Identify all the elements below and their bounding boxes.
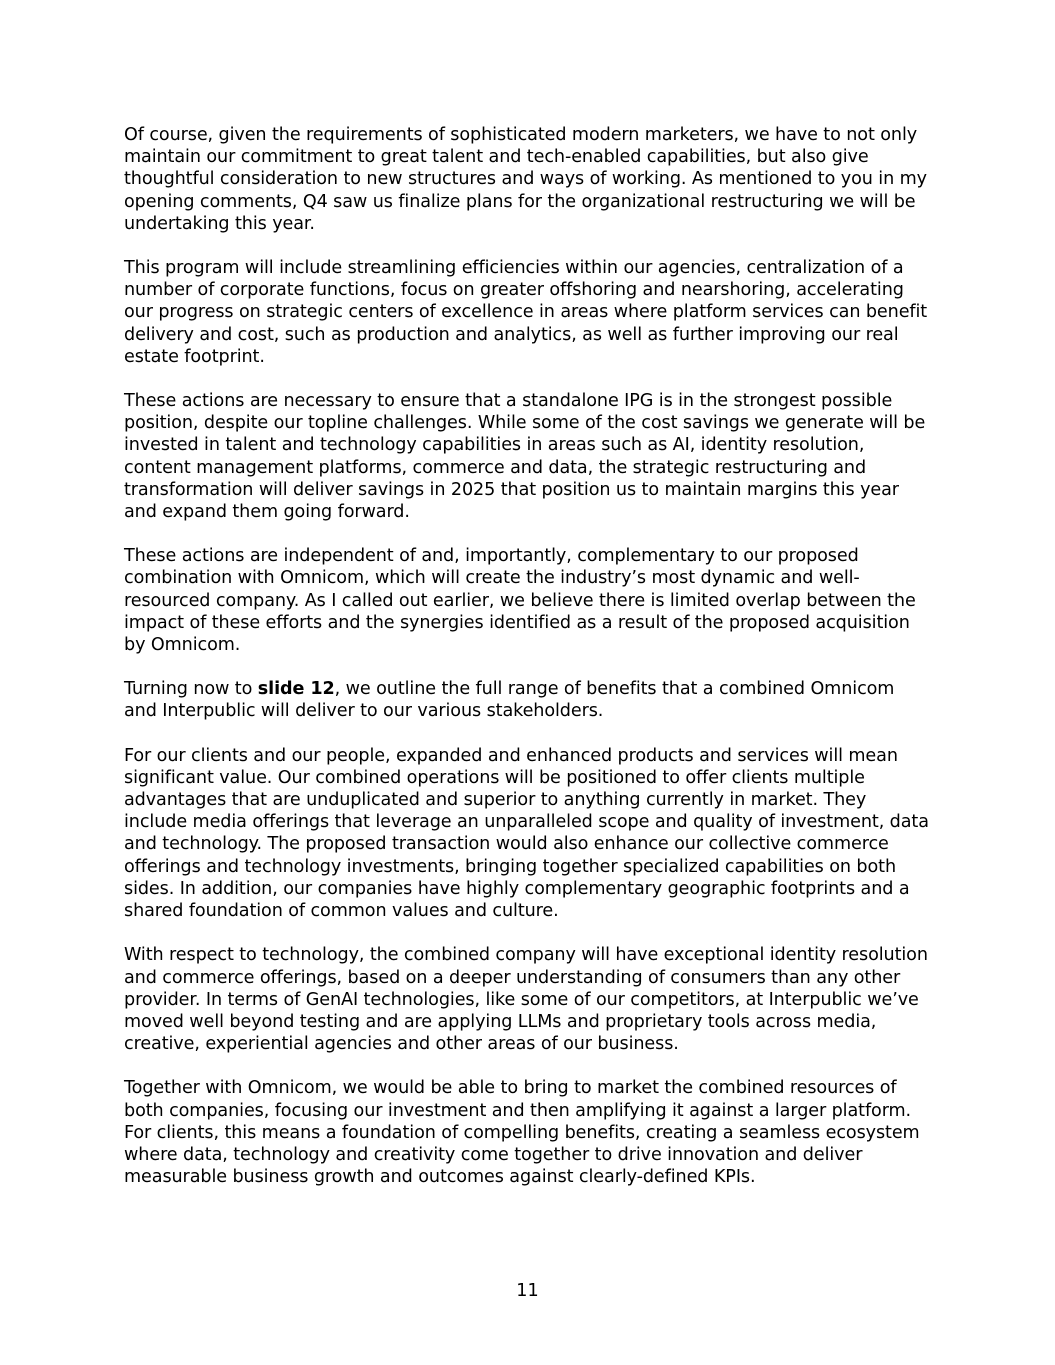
paragraph-slide-12 xyxy=(124,678,930,722)
page-number: 11 xyxy=(516,1281,539,1301)
slide-paragraph-rest: , we outline the full range of benefits that a combined Omnicom and Interpublic will deliver to our various stakeholders. xyxy=(124,679,895,722)
slide-paragraph-lead: Turning now to xyxy=(124,679,258,700)
paragraph-program-details: This program will include streamlining efficiencies within our agencies, centralization of a number of corporate functions, focus on greater offshoring and nearshoring, accelerating our progress on strategic centers of excellence in areas where platform services can benefit delivery and cost, such as production and analytics, as well as further improving our real estate footprint. xyxy=(124,258,928,367)
paragraph-standalone-ipg: These actions are necessary to ensure that a standalone IPG is in the strongest possible position, despite our topline challenges. While some of the cost savings we generate will be invested in talent and technology capabilities in areas such as AI, identity resolution, content management platforms, commerce and data, the strategic restructuring and transformation will deliver savings in 2025 that position us to maintain margins this year and expand them going forward. xyxy=(124,391,926,523)
paragraph-clients-people: For our clients and our people, expanded and enhanced products and services will mean significant value. Our combined operations will be positioned to offer clients multiple advantages that are unduplicated and superior to anything currently in market. They include media offerings that leverage an unparalleled scope and quality of investment, data and technology. The proposed transaction would also enhance our collective commerce offerings and technology investments, bringing together specialized capabilities on both sides. In addition, our companies have highly complementary geographic footprints and a shared foundation of common values and culture. xyxy=(124,745,929,922)
slide-reference: slide 12 xyxy=(257,679,335,700)
paragraph-restructuring-intro: Of course, given the requirements of sophisticated modern marketers, we have to not only maintain our commitment to great talent and tech-enabled capabilities, but also give thoughtful consideration to new structures and ways of working. As mentioned to you in my opening comments, Q4 saw us finalize plans for the organizational restructuring we will be undertaking this year. xyxy=(124,125,927,234)
document-body xyxy=(124,124,930,1210)
paragraph-technology: With respect to technology, the combined company will have exceptional identity resolution and commerce offerings, based on a deeper understanding of consumers than any other provider. In terms of GenAI technologies, like some of our competitors, at Interpublic we’ve moved well beyond testing and are applying LLMs and proprietary tools across media, creative, experiential agencies and other areas of our business. xyxy=(124,945,928,1055)
paragraph-omnicom-combination: These actions are independent of and, importantly, complementary to our proposed combination with Omnicom, which will create the industry’s most dynamic and well-resourced company. As I called out earlier, we believe there is limited overlap between the impact of these efforts and the synergies identified as a result of the proposed acquisition by Omnicom. xyxy=(124,546,916,656)
paragraph-together-omnicom: Together with Omnicom, we would be able to bring to market the combined resources of both companies, focusing our investment and then amplifying it against a larger platform. For clients, this means a foundation of compelling benefits, creating a seamless ecosystem where data, technology and creativity come together to drive innovation and deliver measurable business growth and outcomes against clearly-defined KPIs. xyxy=(124,1078,920,1188)
